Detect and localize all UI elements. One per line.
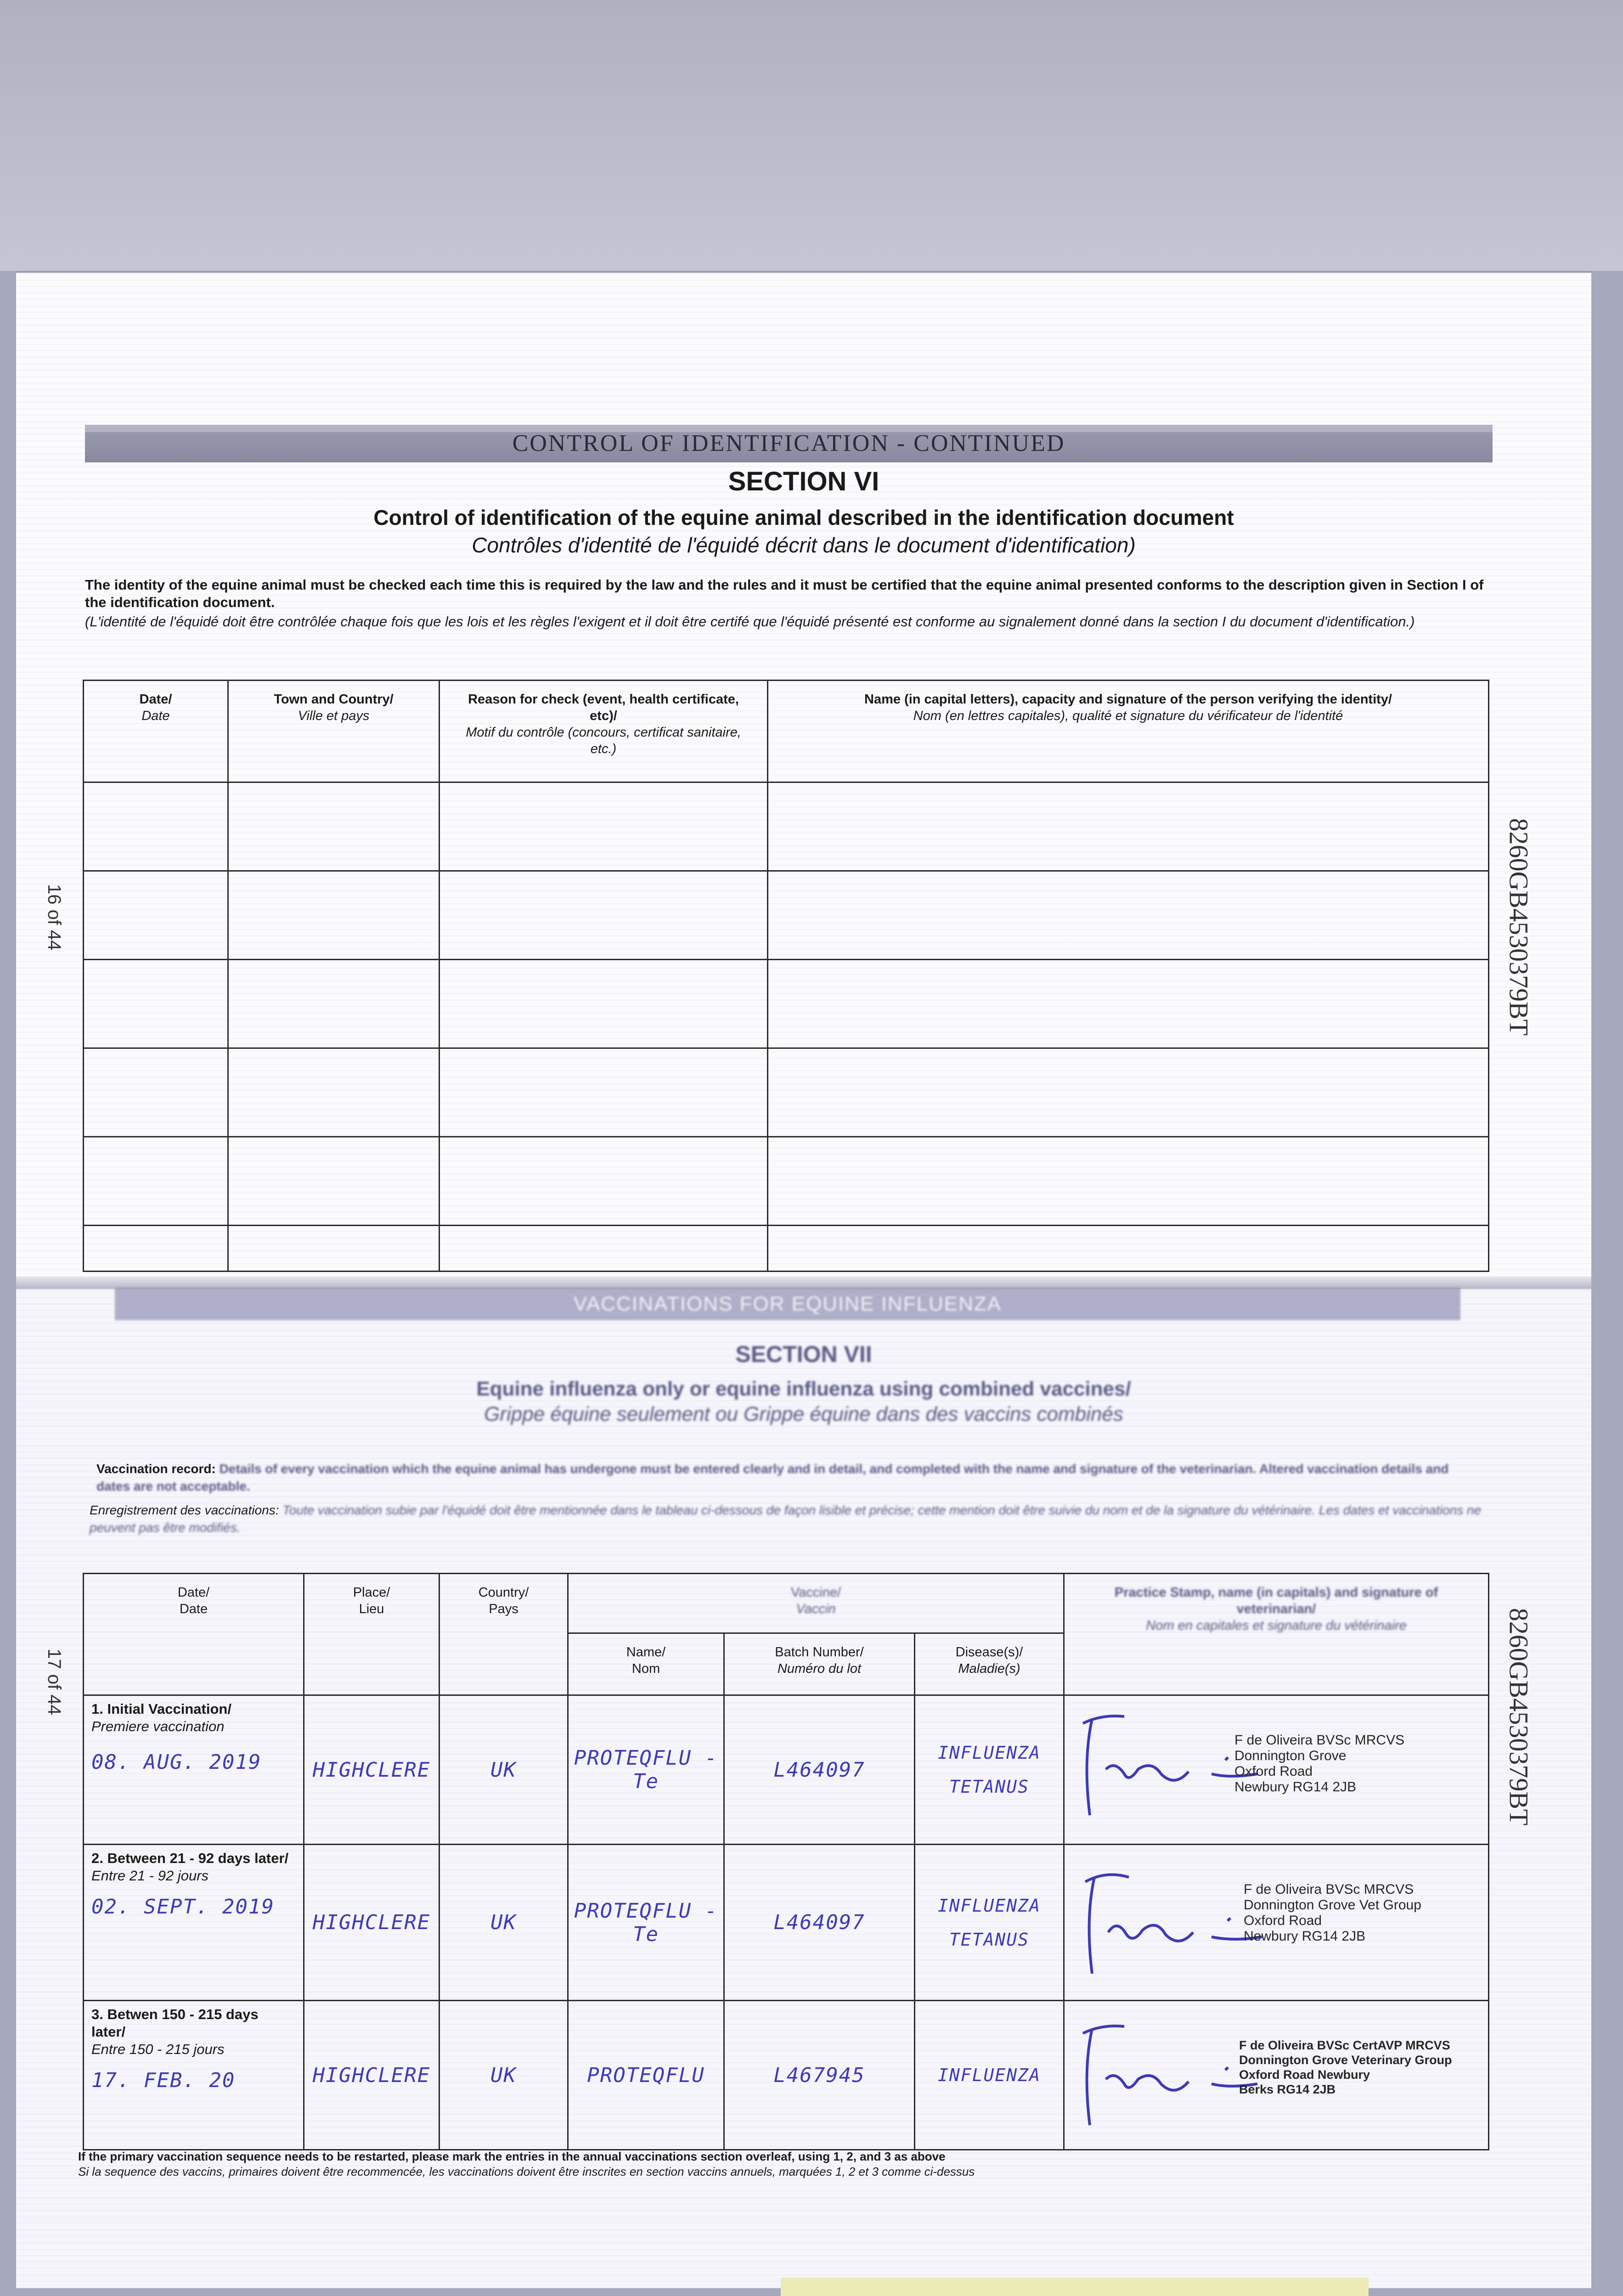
record-text-fr: Toute vaccination subie par l'équidé doit être mentionnée dans le tableau ci-dessous de façon lisible et précise; cette mention doit être suivie du nom et de la signature du vétérinaire. Les dates et vaccinations ne peuvent pas être modifiés. [90,1503,1482,1535]
cell-town[interactable] [228,1137,440,1226]
vaccination-place: HIGHCLERE [312,1911,431,1934]
header-reason [440,681,768,782]
header-stamp [1064,1574,1489,1695]
header-place-fr: Lieu [359,1602,384,1616]
vaccination-row-2 [84,1845,1489,2001]
section-vii-heading-fr: Grippe équine seulement ou Grippe équine dans des vaccins combinés [484,1403,1123,1425]
header-vaccine-name-fr: Nom [631,1661,660,1676]
vaccination-banner: VACCINATIONS FOR EQUINE INFLUENZA [115,1288,1460,1320]
vaccination-country: UK [490,1758,517,1782]
header-town-fr: Ville et pays [298,709,370,723]
stamp-line: Donnington Grove [1234,1748,1347,1763]
header-country-fr: Pays [489,1602,518,1616]
stamp-line: Oxford Road Newbury [1239,2068,1370,2082]
header-batch [724,1633,915,1695]
table-row [84,1226,1489,1272]
cell-place[interactable] [304,1845,440,2001]
table-row [84,871,1489,960]
row-label-fr: Entre 150 - 215 jours [91,2041,225,2057]
cell-reason[interactable] [440,1137,768,1226]
row-label-en: 1. Initial Vaccination/ [91,1701,231,1717]
header-disease [915,1633,1064,1695]
vaccination-country: UK [490,2063,517,2087]
cell-verifier[interactable] [768,960,1489,1048]
batch-number: L464097 [773,1758,865,1782]
row-label-en: 2. Between 21 - 92 days later/ [91,1850,289,1866]
stamp-line: F de Oliveira BVSc CertAVP MRCVS [1239,2038,1450,2052]
header-place [304,1574,440,1695]
section-vii-heading-en: Equine influenza only or equine influenza using combined vaccines/ [476,1378,1131,1400]
cell-stamp[interactable] [1064,2001,1489,2150]
header-disease-en: Disease(s)/ [955,1645,1023,1660]
cell-town[interactable] [228,1226,440,1272]
stamp-line: Oxford Road [1234,1764,1313,1779]
vaccination-date[interactable]: 08. AUG. 2019 [91,1750,262,1774]
header-vaccine-name-en: Name/ [626,1645,666,1660]
header-date-fr: Date [179,1602,208,1616]
vaccination-date[interactable]: 17. FEB. 20 [91,2069,236,2092]
cell-place[interactable] [304,2001,440,2150]
row-label [84,2001,304,2150]
header-verifier [768,681,1489,782]
section-vi-heading-fr: Contrôles d'identité de l'équidé décrit dans le document d'identification) [472,533,1136,557]
header-country [440,1574,568,1695]
scanner-background [0,0,1623,271]
practice-stamp [1239,2038,1452,2097]
cell-reason[interactable] [440,871,768,960]
vaccination-country: UK [490,1911,517,1934]
header-country-en: Country/ [478,1585,529,1600]
vaccine-name: PROTEQFLU - Te [574,1746,718,1793]
header-vaccine-fr: Vaccin [796,1602,836,1616]
cell-disease[interactable] [915,1845,1064,2001]
header-verifier-fr: Nom (en lettres capitales), qualité et signature du vérificateur de l'identité [913,709,1343,723]
header-place-en: Place/ [353,1585,390,1600]
stamp-line: Berks RG14 2JB [1239,2082,1336,2096]
header-reason-fr: Motif du contrôle (concours, certificat sanitaire, etc.) [466,725,741,756]
vaccination-row-1 [84,1695,1489,1845]
identity-check-table [83,680,1489,1272]
table-row [84,960,1489,1048]
header-verifier-en: Name (in capital letters), capacity and signature of the person verifying the identity/ [864,692,1392,707]
stamp-line: Donnington Grove Vet Group [1244,1897,1421,1913]
stamp-line: Newbury RG14 2JB [1244,1929,1366,1944]
cell-date[interactable] [84,1048,228,1137]
cell-vaccine-name[interactable] [568,1845,724,2001]
cell-batch[interactable] [724,2001,915,2150]
table-header-row [84,681,1489,782]
row-label-en: 3. Betwen 150 - 215 days later/ [91,2006,259,2040]
cell-town[interactable] [228,871,440,960]
disease-1: INFLUENZA [938,1895,1041,1916]
table-row [84,1048,1489,1137]
identity-instructions-en: The identity of the equine animal must be checked each time this is required by the law and the rules and it must be certified that the equine animal presented conforms to the description given in Section I of the identification document. [85,577,1484,610]
vaccination-record-en [96,1460,1483,1495]
vaccination-place: HIGHCLERE [312,1758,431,1782]
section-vii-title: SECTION VII [735,1341,872,1367]
restart-note-fr: Si la sequence des vaccins, primaires doivent être recommencée, les vaccinations doivent être inscrites en section vaccins annuels, marquées 1, 2 et 3 comme ci-dessus [78,2165,975,2178]
batch-number: L467945 [773,2063,865,2087]
cell-town[interactable] [228,960,440,1048]
cell-disease[interactable] [915,2001,1064,2150]
table-row [84,1137,1489,1226]
vaccination-place: HIGHCLERE [312,2063,431,2087]
vaccination-record-fr [90,1502,1486,1536]
section-vi-title: SECTION VI [728,467,879,496]
stamp-line: Donnington Grove Veterinary Group [1239,2053,1452,2067]
adhesive-strip [781,2278,1369,2296]
restart-note-en: If the primary vaccination sequence needs to be restarted, please mark the entries in the annual vaccinations section overleaf, using 1, 2, and 3 as above [78,2150,946,2163]
header-date [84,681,228,782]
cell-date[interactable] [84,1137,228,1226]
cell-country[interactable] [440,2001,568,2150]
cell-town[interactable] [228,782,440,871]
cell-stamp[interactable] [1064,1695,1489,1845]
header-vaccine-en: Vaccine/ [790,1585,841,1600]
disease-2: TETANUS [949,1929,1030,1950]
header-vaccine [568,1574,1064,1633]
practice-stamp [1244,1882,1421,1944]
disease-1: INFLUENZA [938,1743,1041,1763]
practice-stamp [1234,1733,1404,1795]
cell-reason[interactable] [440,1048,768,1137]
header-date-en: Date/ [139,692,172,707]
vaccination-row-3 [84,2001,1489,2150]
table-row [84,782,1489,871]
disease-1: INFLUENZA [938,2065,1041,2085]
stamp-line: Newbury RG14 2JB [1234,1779,1357,1795]
row-label [84,1845,304,2001]
cell-country[interactable] [440,1695,568,1845]
cell-country[interactable] [440,1845,568,2001]
cell-reason[interactable] [440,1226,768,1272]
vaccine-name: PROTEQFLU - Te [574,1899,718,1946]
stamp-line: Oxford Road [1244,1913,1322,1928]
record-label-fr: Enregistrement des vaccinations: [90,1503,279,1517]
record-text-en: Details of every vaccination which the equine animal has undergone must be entered clearly and in detail, and completed with the name and signature of the veterinarian. Altered vaccination details and dates are not acceptable. [96,1462,1449,1493]
cell-date[interactable] [84,960,228,1048]
header-vaccine-name [568,1633,724,1695]
cell-disease[interactable] [915,1695,1064,1845]
cell-reason[interactable] [440,960,768,1048]
row-label [84,1695,304,1845]
header-batch-fr: Numéro du lot [777,1661,862,1676]
cell-verifier[interactable] [768,1226,1489,1272]
signature-icon [1074,2015,1267,2134]
cell-vaccine-name[interactable] [568,1695,724,1845]
cell-vaccine-name[interactable] [568,2001,724,2150]
record-label-en: Vaccination record: [96,1462,216,1476]
page-number-16: 16 of 44 [44,884,64,951]
table-header-row [84,1574,1489,1633]
header-date-en: Date/ [177,1585,210,1600]
header-town-en: Town and Country/ [274,692,394,707]
cell-date[interactable] [84,871,228,960]
identity-instructions-fr: (L'identité de l'équidé doit être contrôlée chaque fois que les lois et les règles l'exigent et il doit être certifé que l'équidé présenté est conforme au signalement donné dans la section I du document d'identification.) [85,613,1415,630]
disease-2: TETANUS [949,1777,1030,1797]
header-date [84,1574,304,1695]
signature-icon [1074,1863,1267,1983]
header-town [228,681,440,782]
header-disease-fr: Maladie(s) [958,1661,1020,1676]
banner-highlight [85,425,1493,432]
cell-reason[interactable] [440,782,768,871]
cell-verifier[interactable] [768,1048,1489,1137]
page-number-17: 17 of 44 [44,1649,64,1715]
stamp-line: F de Oliveira BVSc MRCVS [1244,1882,1414,1897]
header-stamp-en: Practice Stamp, name (in capitals) and signature of veterinarian/ [1114,1585,1438,1616]
cell-town[interactable] [228,1048,440,1137]
passport-number-upper: 8260GB4530379BT [1504,818,1534,1036]
header-reason-en: Reason for check (event, health certificate, etc)/ [468,692,739,723]
row-label-fr: Entre 21 - 92 jours [91,1868,209,1884]
cell-date[interactable] [84,1226,228,1272]
cell-batch[interactable] [724,1695,915,1845]
vaccine-name: PROTEQFLU [587,2063,705,2087]
stamp-line: F de Oliveira BVSc MRCVS [1234,1733,1405,1748]
passport-number-lower: 8260GB4530379BT [1504,1608,1534,1826]
cell-verifier[interactable] [768,871,1489,960]
batch-number: L464097 [773,1911,865,1934]
section-vi-heading-en: Control of identification of the equine animal described in the identification document [373,506,1234,529]
row-label-fr: Premiere vaccination [91,1718,225,1734]
cell-stamp[interactable] [1064,1845,1489,2001]
section-banner: CONTROL OF IDENTIFICATION - CONTINUED [85,425,1493,462]
header-date-fr: Date [141,709,170,723]
vaccination-table [83,1573,1489,2150]
cell-verifier[interactable] [768,782,1489,871]
cell-batch[interactable] [724,1845,915,2001]
header-batch-en: Batch Number/ [775,1645,864,1660]
vaccination-date[interactable]: 02. SEPT. 2019 [91,1895,275,1919]
cell-date[interactable] [84,782,228,871]
header-stamp-fr: Nom en capitales et signature du vétérinaire [1146,1618,1407,1633]
cell-verifier[interactable] [768,1137,1489,1226]
cell-place[interactable] [304,1695,440,1845]
